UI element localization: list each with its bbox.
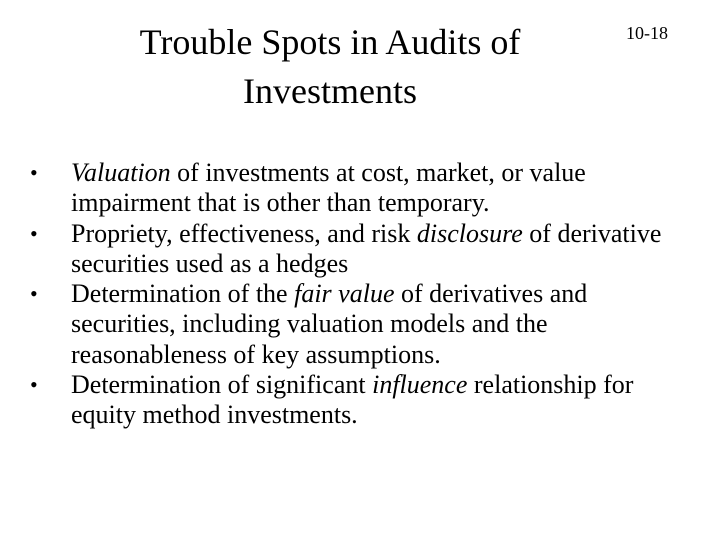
- bullet-list: [30, 158, 680, 431]
- bullet-item-valuation: [30, 158, 680, 219]
- bullet-icon: •: [30, 220, 38, 246]
- bullet-text: [71, 219, 661, 278]
- page-number: 10-18: [626, 23, 668, 43]
- bullet-body-text: relationship for equity method investments.: [71, 370, 634, 430]
- bullet-icon: •: [30, 281, 38, 307]
- slide-title-line-2: Investments: [243, 71, 417, 111]
- bullet-body-text: Determination of significant: [71, 370, 373, 400]
- bullet-text: [71, 279, 587, 369]
- bullet-item-influence: [30, 370, 680, 431]
- bullet-text: [71, 370, 633, 429]
- bullet-text: [71, 158, 586, 217]
- bullet-body-text: of investments at cost, market, or value impairment that is other than temporary.: [71, 158, 586, 218]
- bullet-item-fair-value: [30, 279, 680, 370]
- emphasis-text: influence: [372, 370, 468, 400]
- slide-title-line-1: Trouble Spots in Audits of: [139, 22, 521, 62]
- bullet-body-text: of derivatives and securities, including valuation models and the reasonableness of key assumptions.: [71, 279, 588, 369]
- bullet-item-disclosure: [30, 219, 680, 280]
- bullet-icon: •: [30, 372, 38, 398]
- bullet-body-text: Propriety, effectiveness, and risk: [71, 218, 417, 248]
- bullet-icon: •: [30, 160, 38, 185]
- emphasis-text: fair value: [294, 279, 395, 309]
- emphasis-text: disclosure: [416, 218, 523, 248]
- slide-title: [100, 18, 560, 116]
- bullet-body-text: of derivative securities used as a hedges: [71, 218, 662, 278]
- bullet-body-text: Determination of the: [71, 279, 295, 309]
- emphasis-text: Valuation: [71, 158, 171, 187]
